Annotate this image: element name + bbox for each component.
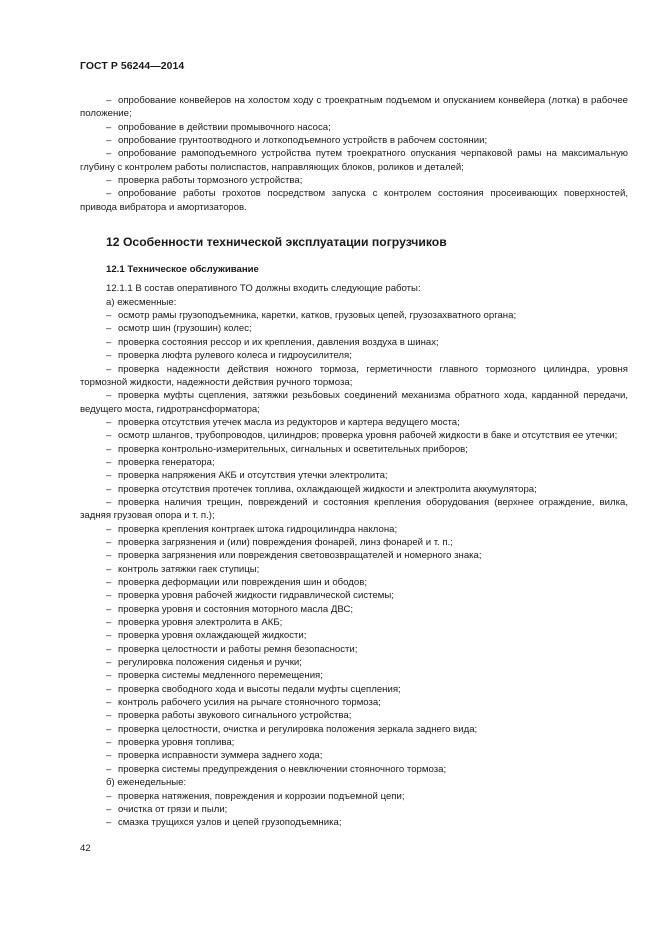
dash-marker <box>106 147 112 160</box>
dash-marker <box>106 121 112 134</box>
list-item-text: проверка уровня рабочей жидкости гидравлической системы; <box>118 590 394 602</box>
dash-marker <box>106 790 112 803</box>
list-item-text: проверка системы медленного перемещения; <box>118 670 323 682</box>
list-item-text: проверка контрольно-измерительных, сигнальных и осветительных приборов; <box>118 443 468 455</box>
list-item-text: проверка загрязнения и (или) повреждения фонарей, линз фонарей и т. п.; <box>118 536 453 548</box>
dash-marker <box>106 496 112 509</box>
list-item-text: проверка уровня топлива; <box>118 737 235 749</box>
list-item-text: опробование грунтоотводного и лоткоподъемного устройств в рабочем состоянии; <box>118 135 488 147</box>
list-item <box>80 443 628 456</box>
list-item <box>80 94 628 121</box>
list-item <box>80 121 628 134</box>
list-item-text: проверка отсутствия протечек топлива, охлаждающей жидкости и электролита аккумулятора; <box>118 483 537 495</box>
group-a-label: а) ежесменные: <box>106 296 177 308</box>
list-item <box>80 763 628 776</box>
list-item-text: проверка генератора; <box>118 456 215 468</box>
dash-marker <box>106 336 112 349</box>
dash-marker <box>106 816 112 829</box>
list-item <box>80 656 628 669</box>
list-item <box>80 336 628 349</box>
dash-marker <box>106 629 112 642</box>
list-item <box>80 683 628 696</box>
dash-marker <box>106 94 112 107</box>
dash-marker <box>106 563 112 576</box>
list-item-text: осмотр шин (грузошин) колес; <box>118 323 252 335</box>
list-item-text: осмотр рамы грузоподъемника, каретки, катков, грузовых цепей, грузозахватного органа; <box>118 310 517 322</box>
group-b-list <box>80 790 628 830</box>
list-item-text: проверка уровня и состояния моторного масла ДВС; <box>118 603 354 615</box>
page-number: 42 <box>80 843 91 854</box>
list-item-text: регулировка положения сиденья и ручки; <box>118 657 302 669</box>
list-item <box>80 629 628 642</box>
dash-marker <box>106 536 112 549</box>
list-item <box>80 749 628 762</box>
dash-marker <box>106 696 112 709</box>
list-item <box>80 709 628 722</box>
section-title: 12 Особенности технической эксплуатации погрузчиков <box>106 235 447 250</box>
dash-marker <box>106 803 112 816</box>
list-item <box>80 363 628 390</box>
list-item <box>80 469 628 482</box>
dash-marker <box>106 187 112 200</box>
list-item-text: проверка деформации или повреждения шин и ободов; <box>118 577 367 588</box>
list-item-text: контроль затяжки гаек ступицы; <box>118 563 260 575</box>
list-item-text: проверка исправности зуммера заднего хода; <box>118 750 323 762</box>
document-header: ГОСТ Р 56244—2014 <box>80 61 185 72</box>
dash-marker <box>106 576 112 589</box>
list-item <box>80 456 628 469</box>
dash-marker <box>106 416 112 429</box>
group-b-label: б) еженедельные: <box>106 777 187 789</box>
dash-marker <box>106 322 112 335</box>
list-item <box>80 429 628 442</box>
list-item <box>80 496 628 523</box>
dash-marker <box>106 616 112 629</box>
dash-marker <box>106 643 112 656</box>
list-item-text: проверка загрязнения или повреждения световозвращателей и номерного знака; <box>118 550 482 562</box>
list-item-text: очистка от грязи и пыли; <box>118 803 228 815</box>
list-item <box>80 322 628 335</box>
list-item-text: проверка работы тормозного устройства; <box>118 175 303 187</box>
list-item-text: проверка люфта рулевого колеса и гидроусилителя; <box>118 350 352 362</box>
dash-marker <box>106 683 112 696</box>
dash-marker <box>106 389 112 402</box>
list-item-text: проверка целостности, очистка и регулировка положения зеркала заднего вида; <box>118 723 478 735</box>
list-item-text: проверка целостности и работы ремня безопасности; <box>118 643 358 655</box>
list-item <box>80 589 628 602</box>
dash-marker <box>106 443 112 456</box>
list-item-text: проверка наличия трещин, повреждений и состояния крепления оборудования (верхнее ограждение, вилка, задняя грузовая опора и т. п.); <box>80 496 628 522</box>
subsection-title: 12.1 Техническое обслуживание <box>106 264 259 276</box>
list-item-text: контроль рабочего усилия на рычаге стояночного тормоза; <box>118 697 381 709</box>
list-item-text: проверка муфты сцепления, затяжки резьбовых соединений механизма обратного хода, карданной передачи, ведущего моста, гидротрансформатора; <box>80 390 628 415</box>
list-item-text: проверка надежности действия ножного тормоза, герметичности главного тормозного цилиндра, уровня тормозной жидкости, надежности действия ручного тормоза; <box>80 363 628 388</box>
list-item <box>80 603 628 616</box>
list-item <box>80 803 628 816</box>
list-item <box>80 416 628 429</box>
intro-list <box>80 94 628 214</box>
list-item-text: проверка крепления контргаек штока гидроцилиндра наклона; <box>118 523 398 535</box>
dash-marker <box>106 174 112 187</box>
list-item-text: проверка отсутствия утечек масла из редукторов и картера ведущего моста; <box>118 416 460 428</box>
list-item-text: опробование в действии промывочного насоса; <box>118 121 331 133</box>
list-item-text: проверка работы звукового сигнального устройства; <box>118 710 352 722</box>
list-item-text: опробование работы грохотов посредством запуска с контролем состояния просеивающих поверхностей, привода вибратора и амортизаторов. <box>80 188 628 213</box>
list-item <box>80 563 628 576</box>
list-item-text: проверка натяжения, повреждения и коррозии подъемной цепи; <box>118 790 405 802</box>
group-a-list <box>80 309 628 776</box>
dash-marker <box>106 709 112 722</box>
list-item <box>80 790 628 803</box>
dash-marker <box>106 656 112 669</box>
list-item-text: проверка напряжения АКБ и отсутствия утечки электролита; <box>118 470 388 482</box>
dash-marker <box>106 523 112 536</box>
dash-marker <box>106 736 112 749</box>
list-item <box>80 723 628 736</box>
list-item <box>80 134 628 147</box>
list-item-text: проверка системы предупреждения о невключении стояночного тормоза; <box>118 763 447 775</box>
dash-marker <box>106 603 112 616</box>
list-item-text: проверка уровня охлаждающей жидкости; <box>118 630 307 642</box>
list-item <box>80 187 628 214</box>
list-item <box>80 483 628 496</box>
list-item-text: опробование конвейеров на холостом ходу с троекратным подъемом и опусканием конвейера (лотка) в рабочее положение; <box>80 95 628 120</box>
list-item-text: опробование рамоподъемного устройства путем троекратного опускания черпаковой рамы на максимальную глубину с контролем работы полиспастов, направляющих блоков, роликов и деталей; <box>80 148 628 173</box>
dash-marker <box>106 429 112 442</box>
dash-marker <box>106 749 112 762</box>
dash-marker <box>106 349 112 362</box>
dash-marker <box>106 549 112 562</box>
page-content <box>80 94 628 830</box>
dash-marker <box>106 723 112 736</box>
list-item-text: проверка состояния рессор и их крепления, давления воздуха в шинах; <box>118 336 439 348</box>
clause-lead: 12.1.1 В состав оперативного ТО должны входить следующие работы: <box>106 283 421 295</box>
dash-marker <box>106 456 112 469</box>
list-item <box>80 309 628 322</box>
list-item <box>80 174 628 187</box>
list-item <box>80 616 628 629</box>
list-item <box>80 549 628 562</box>
list-item <box>80 389 628 416</box>
list-item <box>80 643 628 656</box>
list-item-text: осмотр шлангов, трубопроводов, цилиндров; проверка уровня рабочей жидкости в баке и отсутствия ее утечки; <box>118 430 618 442</box>
dash-marker <box>106 589 112 602</box>
list-item <box>80 536 628 549</box>
dash-marker <box>106 134 112 147</box>
dash-marker <box>106 469 112 482</box>
dash-marker <box>106 483 112 496</box>
list-item <box>80 147 628 174</box>
dash-marker <box>106 669 112 682</box>
list-item <box>80 736 628 749</box>
list-item-text: смазка трущихся узлов и цепей грузоподъемника; <box>118 817 342 829</box>
list-item <box>80 576 628 589</box>
list-item <box>80 669 628 682</box>
list-item <box>80 816 628 829</box>
list-item <box>80 523 628 536</box>
list-item-text: проверка уровня электролита в АКБ; <box>118 617 283 629</box>
dash-marker <box>106 363 112 376</box>
dash-marker <box>106 309 112 322</box>
dash-marker <box>106 763 112 776</box>
list-item <box>80 696 628 709</box>
list-item <box>80 349 628 362</box>
list-item-text: проверка свободного хода и высоты педали муфты сцепления; <box>118 683 401 695</box>
